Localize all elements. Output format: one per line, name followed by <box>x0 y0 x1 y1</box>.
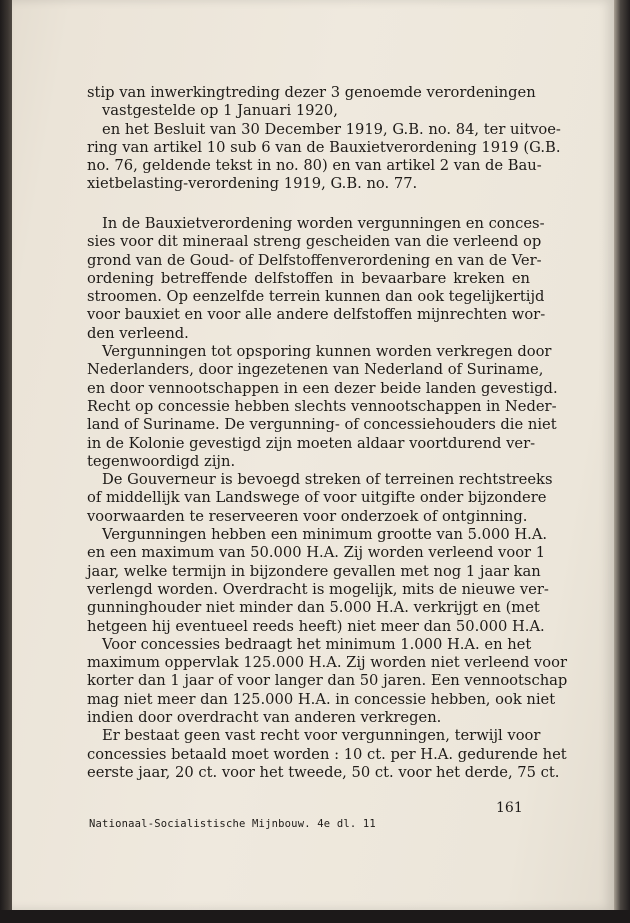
text-line: stip van inwerkingtreding dezer 3 genoemde verordeningen <box>87 84 536 101</box>
text-line: of middellijk van Landswege of voor uitgifte onder bijzondere <box>87 489 547 507</box>
text-line: De Gouverneur is bevoegd streken of terreinen rechtstreeks <box>102 471 553 489</box>
paragraph-eligibility <box>87 343 558 471</box>
text-line: in de Kolonie gevestigd zijn moeten aldaar voortdurend ver- <box>87 434 536 452</box>
text-line: korter dan 1 jaar of voor langer dan 50 jaren. Een vennootschap <box>87 672 568 690</box>
text-line: voor bauxiet en voor alle andere delfstoffen mijnrechten wor- <box>87 306 546 324</box>
paragraph-reservation <box>87 471 553 526</box>
footer-signature: Nationaal-Socialistische Mijnbouw. 4e dl. 11 <box>89 818 376 830</box>
text-line: voorwaarden te reserveeren voor onderzoek of ontginning. <box>87 507 528 525</box>
text-line: ordening betreffende delfstoffen in bevaarbare kreken en <box>87 269 530 287</box>
text-line: land of Suriname. De vergunning- of concessiehouders die niet <box>87 416 557 434</box>
text-line: en het Besluit van 30 December 1919, G.B. no. 84, ter uitvoe- <box>102 120 561 138</box>
text-line: In de Bauxietverordening worden vergunningen en conces- <box>102 215 545 232</box>
text-line: eerste jaar, 20 ct. voor het tweede, 50 ct. voor het derde, 75 ct. <box>87 763 560 781</box>
text-line: Voor concessies bedraagt het minimum 1.000 H.A. en het <box>102 635 532 653</box>
top-paragraph <box>87 84 561 194</box>
text-line: no. 76, geldende tekst in no. 80) en van artikel 2 van de Bau- <box>87 157 542 175</box>
text-line: ring van artikel 10 sub 6 van de Bauxietverordening 1919 (G.B. <box>87 138 561 156</box>
paragraph-fees <box>87 727 567 782</box>
text-line: Er bestaat geen vast recht voor vergunningen, terwijl voor <box>102 727 541 745</box>
text-line: hetgeen hij eventueel reeds heeft) niet meer dan 50.000 H.A. <box>87 617 545 635</box>
text-line: indien door overdracht van anderen verkregen. <box>87 709 442 727</box>
text-line: jaar, welke termijn in bijzondere gevallen met nog 1 jaar kan <box>87 562 541 580</box>
paragraph-bauxite-permits <box>87 215 546 343</box>
scan-edge-right <box>614 0 630 923</box>
text-line: sies voor dit mineraal streng gescheiden van die verleend op <box>87 233 542 251</box>
text-line: Nederlanders, door ingezetenen van Nederland of Suriname, <box>87 361 544 379</box>
text-line: den verleend. <box>87 324 189 342</box>
paragraph-permit-size <box>87 526 549 636</box>
text-line: tegenwoordigd zijn. <box>87 452 236 470</box>
text-line: verlengd worden. Overdracht is mogelijk, mits de nieuwe ver- <box>87 580 549 598</box>
text-line: xietbelasting-verordening 1919, G.B. no. 77. <box>87 175 418 193</box>
text-line: en door vennootschappen in een dezer beide landen gevestigd. <box>87 379 558 397</box>
text-line: vastgestelde op 1 Januari 1920, <box>102 102 338 120</box>
page-number: 161 <box>496 800 523 816</box>
text-line: concessies betaald moet worden : 10 ct. per H.A. gedurende het <box>87 745 567 763</box>
scan-edge-bottom <box>0 910 630 923</box>
text-line: grond van de Goud- of Delfstoffenverordening en van de Ver- <box>87 251 542 269</box>
main-body <box>87 215 568 782</box>
text-line: Recht op concessie hebben slechts vennootschappen in Neder- <box>87 397 557 415</box>
text-line: Vergunningen hebben een minimum grootte van 5.000 H.A. <box>102 526 548 544</box>
text-line: mag niet meer dan 125.000 H.A. in concessie hebben, ook niet <box>87 690 556 708</box>
text-line: Vergunningen tot opsporing kunnen worden verkregen door <box>102 343 552 361</box>
text-line: gunninghouder niet minder dan 5.000 H.A. verkrijgt en (met <box>87 599 540 617</box>
text-line: stroomen. Op eenzelfde terrein kunnen dan ook tegelijkertijd <box>87 288 545 306</box>
paragraph-concession-size <box>87 635 568 727</box>
text-line: maximum oppervlak 125.000 H.A. Zij worden niet verleend voor <box>87 654 567 672</box>
text-line: en een maximum van 50.000 H.A. Zij worden verleend voor 1 <box>87 544 546 562</box>
